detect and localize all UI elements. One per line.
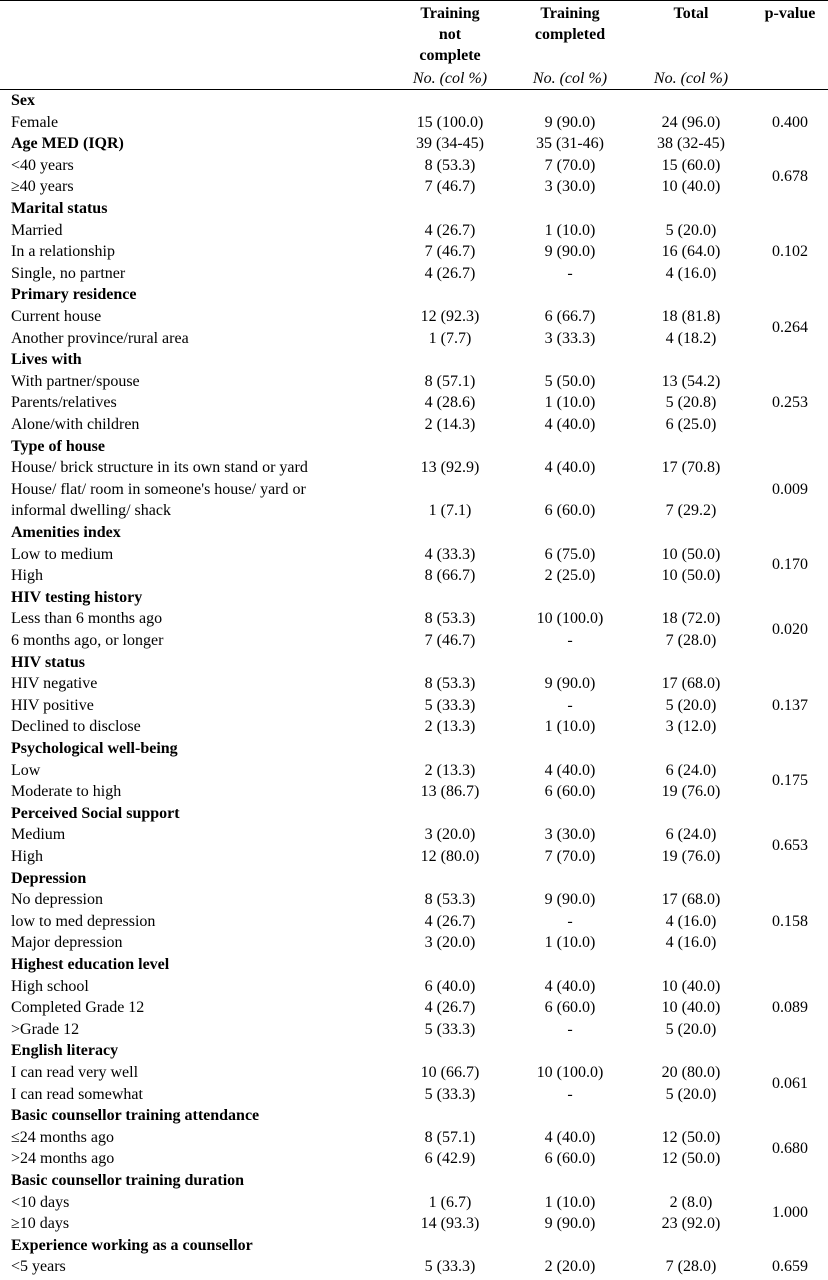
cell-completed: 10 (100.0) (536, 610, 604, 628)
header-training-not-complete (390, 3, 510, 66)
cell-completed: 7 (70.0) (544, 848, 596, 865)
cell-completed: 2 (20.0) (544, 1258, 596, 1276)
cell-not-complete: 5 (33.3) (424, 1020, 476, 1038)
section-header-row (0, 1040, 828, 1062)
table-row (0, 673, 828, 695)
row-label: Age MED (IQR) (11, 135, 124, 153)
section-header-row (0, 803, 828, 825)
row-label: >Grade 12 (11, 1020, 80, 1038)
cell-total: 23 (92.0) (661, 1215, 721, 1233)
section-label: Amenities index (11, 524, 121, 541)
table-row (0, 133, 828, 155)
cell-total: 19 (76.0) (661, 783, 721, 801)
cell-completed: 9 (90.0) (544, 113, 596, 131)
cell-not-complete: 8 (57.1) (424, 1128, 476, 1146)
row-label: Moderate to high (11, 783, 122, 801)
table-row (0, 608, 828, 630)
table-row (0, 1213, 828, 1235)
cell-total: 5 (20.0) (665, 696, 717, 714)
table-row (0, 544, 828, 566)
table-row (0, 1148, 828, 1170)
section-label: Perceived Social support (11, 804, 180, 822)
cell-not-complete: 8 (53.3) (424, 156, 476, 174)
cell-not-complete: 2 (13.3) (424, 718, 476, 736)
cell-not-complete: 10 (66.7) (420, 1064, 480, 1081)
cell-not-complete: 15 (100.0) (416, 113, 484, 131)
cell-total: 5 (20.8) (665, 394, 717, 412)
section-header-row (0, 738, 828, 760)
cell-completed: 6 (60.0) (544, 783, 596, 801)
p-value-cell: 0.061 (772, 1074, 808, 1092)
table-row (0, 371, 828, 393)
table-row (0, 414, 828, 436)
row-label: <5 years (11, 1258, 66, 1276)
section-header-row (0, 436, 828, 458)
row-label: Parents/relatives (11, 394, 117, 412)
cell-not-complete: 2 (13.3) (424, 761, 476, 779)
table-row (0, 155, 828, 177)
cell-not-complete: 8 (66.7) (424, 567, 476, 585)
cell-total: 19 (76.0) (661, 848, 721, 865)
row-label: <40 years (11, 156, 74, 174)
cell-not-complete: 5 (33.3) (424, 1085, 476, 1103)
table-row (0, 1127, 828, 1149)
row-label: low to med depression (11, 912, 156, 930)
p-value-cell: 0.175 (772, 772, 808, 790)
cell-total: 5 (20.0) (665, 1085, 717, 1103)
p-value-cell: 0.009 (772, 480, 808, 498)
cell-completed: 4 (40.0) (544, 416, 596, 433)
cell-not-complete: 13 (86.7) (420, 783, 480, 801)
section-label: HIV testing history (11, 588, 143, 606)
table-row (0, 479, 828, 501)
header-line: Training (420, 5, 480, 22)
table-row (0, 500, 828, 522)
row-label: High (11, 848, 43, 865)
cell-completed: 9 (90.0) (544, 1215, 596, 1233)
p-value-cell: 0.659 (772, 1258, 808, 1276)
section-label: Depression (11, 869, 87, 887)
header-total: Total (673, 5, 709, 22)
cell-total: 6 (25.0) (665, 416, 717, 433)
row-label: Married (11, 221, 63, 239)
row-label: HIV negative (11, 675, 98, 693)
cell-total: 17 (68.0) (661, 891, 721, 909)
cell-total: 18 (72.0) (661, 610, 721, 628)
p-value-cell: 0.400 (772, 113, 808, 131)
row-label: Less than 6 months ago (11, 610, 163, 628)
section-header-row (0, 868, 828, 890)
table-row (0, 997, 828, 1019)
cell-not-complete: 12 (80.0) (420, 848, 480, 865)
cell-total: 16 (64.0) (661, 243, 721, 261)
cell-not-complete: 8 (57.1) (424, 372, 476, 390)
cell-total: 13 (54.2) (661, 372, 721, 390)
cell-not-complete: 1 (7.1) (428, 502, 472, 520)
cell-completed: 6 (60.0) (544, 502, 596, 520)
table-row (0, 176, 828, 198)
cell-completed: 4 (40.0) (544, 459, 596, 477)
cell-completed: 10 (100.0) (536, 1064, 604, 1081)
header-line: not (438, 26, 462, 43)
cell-completed: 1 (10.0) (544, 718, 596, 736)
cell-not-complete: 8 (53.3) (424, 675, 476, 693)
cell-completed: 9 (90.0) (544, 675, 596, 693)
subheader-col-pct-3: No. (col %) (653, 70, 729, 87)
cell-completed: 3 (30.0) (544, 826, 596, 844)
cell-not-complete: 8 (53.3) (424, 891, 476, 909)
cell-completed: 6 (66.7) (544, 308, 596, 325)
cell-total: 12 (50.0) (661, 1128, 721, 1146)
table-row (0, 306, 828, 328)
cell-total: 6 (24.0) (665, 761, 717, 779)
row-label: ≥10 days (11, 1215, 70, 1233)
cell-not-complete: 1 (7.7) (428, 329, 472, 347)
header-p-value: p-value (764, 5, 816, 22)
cell-not-complete: 8 (53.3) (424, 610, 476, 628)
row-label: I can read very well (11, 1064, 139, 1081)
cell-completed: 1 (10.0) (544, 934, 596, 952)
p-value-cell: 0.680 (772, 1139, 808, 1157)
cell-total: 7 (28.0) (665, 632, 717, 649)
cell-completed: - (567, 632, 573, 649)
table-row (0, 241, 828, 263)
table-row (0, 630, 828, 652)
row-label: Declined to disclose (11, 718, 141, 736)
p-value-cell: 0.170 (772, 556, 808, 574)
section-header-row (0, 652, 828, 674)
section-label: Lives with (11, 351, 82, 369)
row-label: Alone/with children (11, 416, 140, 433)
row-label: ≤24 months ago (11, 1128, 114, 1146)
cell-total: 4 (18.2) (665, 329, 717, 347)
table-row (0, 1062, 828, 1084)
p-value-cell: 0.264 (772, 318, 808, 336)
section-header-row (0, 587, 828, 609)
cell-completed: 4 (40.0) (544, 761, 596, 779)
row-label: >24 months ago (11, 1150, 115, 1168)
table-row (0, 760, 828, 782)
table-row (0, 263, 828, 285)
cell-total: 15 (60.0) (661, 156, 721, 174)
cell-completed: 1 (10.0) (544, 221, 596, 239)
cell-completed: 3 (33.3) (544, 329, 596, 347)
cell-total: 38 (32-45) (657, 135, 725, 153)
section-label: Primary residence (11, 286, 137, 304)
cell-total: 20 (80.0) (661, 1064, 721, 1081)
row-label: House/ flat/ room in someone's house/ yard or (11, 480, 306, 498)
header-training-completed (510, 3, 630, 45)
cell-not-complete: 3 (20.0) (424, 934, 476, 952)
row-label: Current house (11, 308, 102, 325)
section-header-row (0, 284, 828, 306)
table-row (0, 112, 828, 134)
cell-total: 7 (28.0) (665, 1258, 717, 1276)
cell-completed: 2 (25.0) (544, 567, 596, 585)
cell-completed: - (567, 696, 573, 714)
table-row (0, 846, 828, 868)
row-label: High school (11, 977, 89, 995)
cell-completed: 5 (50.0) (544, 372, 596, 390)
cell-not-complete: 6 (40.0) (424, 977, 476, 995)
cell-not-complete: 2 (14.3) (424, 416, 476, 433)
cell-total: 7 (29.2) (665, 502, 717, 520)
p-value-cell: 1.000 (772, 1204, 808, 1222)
row-label: ≥40 years (11, 178, 74, 196)
section-label: Psychological well-being (11, 740, 178, 757)
section-header-row (0, 90, 828, 112)
table-row (0, 1084, 828, 1106)
row-label: <10 days (11, 1193, 70, 1211)
cell-total: 10 (50.0) (661, 545, 721, 563)
cell-not-complete: 4 (26.7) (424, 264, 476, 282)
cell-completed: 35 (31-46) (536, 135, 604, 153)
p-value-cell: 0.653 (772, 837, 808, 855)
row-label: With partner/spouse (11, 372, 140, 390)
cell-total: 6 (24.0) (665, 826, 717, 844)
row-label: Low to medium (11, 545, 114, 563)
cell-not-complete: 4 (26.7) (424, 999, 476, 1017)
cell-total: 4 (16.0) (665, 934, 717, 952)
cell-not-complete: 12 (92.3) (420, 308, 480, 325)
cell-not-complete: 39 (34-45) (416, 135, 484, 153)
p-value-cell: 0.020 (772, 621, 808, 639)
cell-completed: 1 (10.0) (544, 394, 596, 412)
p-value-cell: 0.678 (772, 167, 808, 185)
cell-total: 4 (16.0) (665, 912, 717, 930)
cell-total: 10 (50.0) (661, 567, 721, 585)
row-label: Female (11, 113, 59, 131)
section-label: Basic counsellor training duration (11, 1172, 245, 1189)
cell-not-complete: 6 (42.9) (424, 1150, 476, 1168)
cell-not-complete: 13 (92.9) (420, 459, 480, 477)
cell-completed: 9 (90.0) (544, 891, 596, 909)
table-row (0, 1192, 828, 1214)
row-label: Single, no partner (11, 264, 126, 282)
cell-completed: 7 (70.0) (544, 156, 596, 174)
cell-total: 24 (96.0) (661, 113, 721, 131)
section-label: Type of house (11, 437, 105, 455)
section-label: Sex (11, 92, 35, 109)
header-line: Training (540, 5, 600, 22)
cell-not-complete: 5 (33.3) (424, 696, 476, 714)
cell-completed: - (567, 264, 573, 282)
cell-completed: 9 (90.0) (544, 243, 596, 261)
p-value-cell: 0.137 (772, 696, 808, 714)
table-row (0, 328, 828, 350)
cell-completed: - (567, 1085, 573, 1103)
section-header-row (0, 954, 828, 976)
cell-total: 17 (68.0) (661, 675, 721, 693)
subheader-col-pct-2: No. (col %) (532, 70, 608, 87)
section-header-row (0, 1105, 828, 1127)
table-row (0, 1256, 828, 1278)
p-value-cell: 0.158 (772, 912, 808, 930)
cell-completed: 6 (60.0) (544, 999, 596, 1017)
cell-completed: 6 (75.0) (544, 545, 596, 563)
cell-completed: 4 (40.0) (544, 1128, 596, 1146)
cell-not-complete: 5 (33.3) (424, 1258, 476, 1276)
cell-completed: 3 (30.0) (544, 178, 596, 196)
cell-not-complete: 4 (26.7) (424, 912, 476, 930)
cell-not-complete: 7 (46.7) (424, 243, 476, 261)
row-label: Another province/rural area (11, 329, 189, 347)
row-label: I can read somewhat (11, 1085, 143, 1103)
subheader-col-pct-1: No. (col %) (412, 70, 488, 87)
row-label: Major depression (11, 934, 123, 952)
p-value-cell: 0.102 (772, 243, 808, 261)
section-header-row (0, 522, 828, 544)
table-row (0, 1019, 828, 1041)
section-header-row (0, 198, 828, 220)
row-label: No depression (11, 891, 103, 909)
cell-total: 2 (8.0) (669, 1193, 713, 1211)
row-label: Low (11, 761, 41, 779)
header-line: complete (419, 47, 481, 64)
table-row (0, 695, 828, 717)
cell-completed: 6 (60.0) (544, 1150, 596, 1168)
cell-total: 17 (70.8) (661, 459, 721, 477)
cell-total: 10 (40.0) (661, 999, 721, 1017)
cell-not-complete: 7 (46.7) (424, 632, 476, 649)
table-row (0, 457, 828, 479)
cell-total: 5 (20.0) (665, 1020, 717, 1038)
cell-completed: - (567, 1020, 573, 1038)
cell-completed: 1 (10.0) (544, 1193, 596, 1211)
row-label: In a relationship (11, 243, 115, 261)
cell-not-complete: 4 (28.6) (424, 394, 476, 412)
cell-total: 5 (20.0) (665, 221, 717, 239)
section-header-row (0, 1235, 828, 1257)
cell-not-complete: 3 (20.0) (424, 826, 476, 844)
row-label: High (11, 567, 43, 585)
p-value-cell: 0.253 (772, 394, 808, 412)
cell-total: 4 (16.0) (665, 264, 717, 282)
section-label: Basic counsellor training attendance (11, 1107, 260, 1125)
section-header-row (0, 349, 828, 371)
header-line: completed (534, 26, 606, 43)
cell-not-complete: 14 (93.3) (420, 1215, 480, 1233)
table-row (0, 716, 828, 738)
cell-completed: 4 (40.0) (544, 977, 596, 995)
table-row (0, 976, 828, 998)
table-row (0, 565, 828, 587)
row-label: House/ brick structure in its own stand or yard (11, 459, 308, 477)
section-label: Highest education level (11, 956, 170, 973)
cell-not-complete: 1 (6.7) (428, 1193, 472, 1211)
table-row (0, 220, 828, 242)
cell-total: 18 (81.8) (661, 308, 721, 325)
table-row (0, 392, 828, 414)
row-label: Completed Grade 12 (11, 999, 145, 1017)
row-label: HIV positive (11, 696, 94, 714)
section-label: Experience working as a counsellor (11, 1236, 253, 1254)
row-label: Medium (11, 826, 66, 844)
p-value-cell: 0.089 (772, 999, 808, 1017)
section-label: Marital status (11, 200, 108, 217)
cell-total: 10 (40.0) (661, 178, 721, 196)
row-label: 6 months ago, or longer (11, 632, 164, 649)
cell-not-complete: 4 (33.3) (424, 545, 476, 563)
table-row (0, 932, 828, 954)
table-row (0, 911, 828, 933)
row-label: informal dwelling/ shack (11, 502, 171, 520)
cell-total: 10 (40.0) (661, 977, 721, 995)
table-row (0, 889, 828, 911)
cell-total: 12 (50.0) (661, 1150, 721, 1168)
table-row (0, 781, 828, 803)
top-rule (0, 0, 828, 1)
cell-not-complete: 7 (46.7) (424, 178, 476, 196)
section-label: English literacy (11, 1042, 119, 1060)
section-header-row (0, 1170, 828, 1192)
cell-not-complete: 4 (26.7) (424, 221, 476, 239)
cell-completed: - (567, 912, 573, 930)
table-row (0, 824, 828, 846)
cell-total: 3 (12.0) (665, 718, 717, 736)
section-label: HIV status (11, 653, 85, 671)
